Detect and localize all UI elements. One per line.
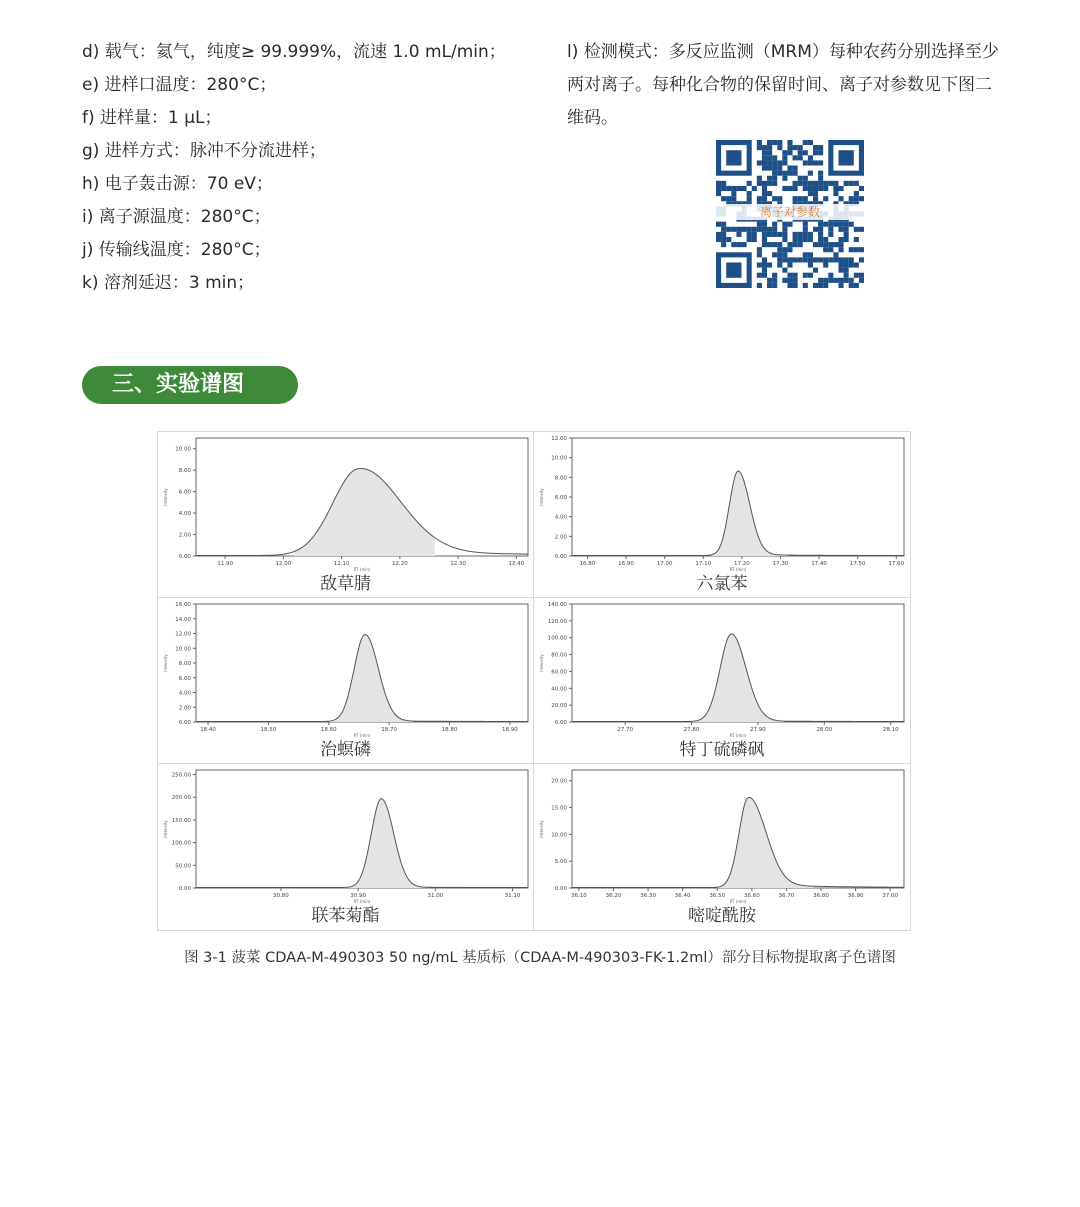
qr-code-label: 离子对参数 — [716, 204, 864, 220]
chart-panel-4 — [534, 598, 910, 764]
compound-name: 治螟磷 — [320, 740, 371, 760]
x-tick-label: 31.10 — [504, 893, 521, 899]
x-tick-label: 17.60 — [888, 561, 905, 567]
y-tick-label: 0.00 — [554, 720, 567, 726]
y-tick-label: 6.00 — [554, 495, 567, 501]
y-axis-label: Intensity — [539, 488, 544, 506]
y-tick-label: 80.00 — [551, 652, 567, 659]
x-tick-label: 11.90 — [217, 561, 233, 567]
y-tick-label: 150.00 — [171, 817, 191, 824]
x-tick-label: 12.40 — [508, 561, 525, 567]
chart-panel-1 — [158, 432, 534, 598]
compound-name: 六氯苯 — [696, 574, 748, 594]
x-tick-label: 12.00 — [275, 561, 292, 567]
x-tick-label: 27.80 — [683, 727, 700, 733]
x-tick-label: 16.90 — [618, 561, 634, 567]
x-tick-label: 36.10 — [571, 893, 587, 899]
chromatogram-chart-1 — [158, 432, 534, 572]
y-tick-label: 10.00 — [175, 646, 191, 653]
y-axis-label: Intensity — [539, 820, 544, 838]
param-transfer-line-temp: j) 传输线温度：280°C； — [82, 240, 271, 260]
x-tick-label: 18.80 — [441, 727, 458, 733]
y-axis-label: Intensity — [163, 488, 168, 506]
y-tick-label: 14.00 — [175, 616, 191, 623]
param-solvent-delay: k) 溶剂延迟：3 min； — [82, 273, 255, 293]
x-tick-label: 12.10 — [333, 561, 350, 567]
y-tick-label: 5.00 — [554, 859, 567, 866]
chart-panel-6 — [534, 764, 910, 930]
y-tick-label: 0.00 — [554, 554, 567, 560]
x-tick-label: 12.20 — [391, 561, 408, 567]
compound-name: 联苯菊酯 — [311, 906, 380, 926]
param-carrier-gas: d) 载气：氦气，纯度≥ 99.999%，流速 1.0 mL/min； — [82, 42, 506, 62]
x-tick-label: 18.70 — [381, 727, 398, 733]
y-tick-label: 10.00 — [551, 832, 567, 839]
y-tick-label: 100.00 — [547, 635, 567, 642]
x-tick-label: 18.50 — [260, 727, 277, 733]
y-tick-label: 60.00 — [551, 669, 567, 676]
y-tick-label: 0.00 — [178, 720, 191, 726]
y-tick-label: 120.00 — [547, 618, 567, 625]
x-tick-label: 17.30 — [772, 561, 789, 567]
figure-caption: 图 3-1 菠菜 CDAA-M-490303 50 ng/mL 基质标（CDAA-M-490303-FK-1.2ml）部分目标物提取离子色谱图 — [184, 950, 896, 966]
chromatogram-chart-6 — [534, 764, 910, 904]
param-detection-mode: l) 检测模式：多反应监测（MRM）每种农药分别选择至少两对离子。每种化合物的保留时间、离子对参数见下图二维码。 — [567, 42, 999, 128]
y-tick-label: 4.00 — [178, 511, 191, 518]
y-tick-label: 6.00 — [178, 675, 191, 682]
y-axis-label: Intensity — [163, 654, 168, 672]
y-tick-label: 0.00 — [554, 886, 567, 892]
plot-frame — [196, 770, 528, 888]
x-axis-label: RT (min) — [729, 899, 747, 904]
y-tick-label: 8.00 — [178, 468, 191, 475]
y-axis-label: Intensity — [163, 820, 168, 838]
x-tick-label: 17.40 — [811, 561, 827, 567]
param-injection-mode: g) 进样方式：脉冲不分流进样； — [82, 141, 326, 161]
x-tick-label: 28.00 — [816, 727, 833, 733]
x-tick-label: 27.90 — [750, 727, 766, 733]
x-tick-label: 37.00 — [882, 893, 899, 899]
y-tick-label: 2.00 — [178, 532, 191, 539]
y-tick-label: 0.00 — [178, 886, 191, 892]
chromatogram-chart-4 — [534, 598, 910, 738]
x-tick-label: 12.30 — [450, 561, 466, 567]
x-tick-label: 36.40 — [674, 893, 691, 899]
y-tick-label: 2.00 — [178, 705, 191, 712]
chart-panel-3 — [158, 598, 534, 764]
x-tick-label: 17.10 — [695, 561, 712, 567]
x-tick-label: 36.50 — [709, 893, 726, 899]
x-tick-label: 36.20 — [605, 893, 622, 899]
qr-code[interactable] — [716, 140, 864, 288]
y-axis-label: Intensity — [539, 654, 544, 672]
x-axis-label: RT (min) — [729, 567, 747, 572]
y-tick-label: 40.00 — [551, 686, 567, 693]
x-tick-label: 30.80 — [273, 893, 289, 899]
y-tick-label: 12.00 — [551, 436, 567, 442]
x-tick-label: 36.80 — [813, 893, 829, 899]
chromatogram-chart-5 — [158, 764, 534, 904]
x-tick-label: 36.30 — [640, 893, 656, 899]
chromatogram-chart-3 — [158, 598, 534, 738]
y-tick-label: 16.00 — [175, 602, 191, 608]
instrument-params-left — [82, 36, 532, 300]
x-tick-label: 17.50 — [849, 561, 866, 567]
x-axis-label: RT (min) — [729, 733, 747, 738]
y-tick-label: 4.00 — [554, 514, 567, 521]
param-injection-volume: f) 进样量：1 μL； — [82, 108, 222, 128]
y-tick-label: 6.00 — [178, 489, 191, 496]
section-title: 三、实验谱图 — [82, 366, 298, 404]
x-tick-label: 27.70 — [617, 727, 633, 733]
x-tick-label: 36.70 — [778, 893, 795, 899]
y-tick-label: 200.00 — [171, 795, 191, 802]
y-tick-label: 2.00 — [554, 534, 567, 541]
param-inlet-temp: e) 进样口温度：280°C； — [82, 75, 277, 95]
y-tick-label: 100.00 — [171, 840, 191, 847]
x-tick-label: 18.60 — [320, 727, 337, 733]
x-tick-label: 36.90 — [847, 893, 864, 899]
y-tick-label: 20.00 — [551, 703, 567, 710]
x-tick-label: 28.10 — [882, 727, 899, 733]
y-tick-label: 20.00 — [551, 778, 567, 785]
chart-panel-2 — [534, 432, 910, 598]
y-tick-label: 12.00 — [175, 631, 191, 638]
y-tick-label: 10.00 — [175, 446, 191, 453]
x-tick-label: 18.90 — [502, 727, 518, 733]
chromatogram-chart-2 — [534, 432, 910, 572]
y-tick-label: 15.00 — [551, 805, 567, 812]
y-tick-label: 0.00 — [178, 554, 191, 560]
x-tick-label: 16.80 — [579, 561, 596, 567]
y-tick-label: 8.00 — [554, 475, 567, 482]
y-tick-label: 140.00 — [547, 602, 567, 608]
x-axis-label: RT (min) — [353, 733, 371, 738]
x-tick-label: 17.00 — [656, 561, 673, 567]
y-tick-label: 8.00 — [178, 661, 191, 667]
y-tick-label: 10.00 — [551, 455, 567, 462]
y-tick-label: 50.00 — [175, 863, 191, 870]
x-tick-label: 36.60 — [743, 893, 760, 899]
y-tick-label: 4.00 — [178, 690, 191, 697]
y-tick-label: 250.00 — [171, 772, 191, 779]
chromatogram-figure — [157, 431, 911, 931]
param-ei-source: h) 电子轰击源：70 eV； — [82, 174, 273, 194]
param-source-temp: i) 离子源温度：280°C； — [82, 207, 271, 227]
x-tick-label: 30.90 — [350, 893, 367, 899]
compound-name: 特丁硫磷砜 — [679, 740, 765, 760]
x-axis-label: RT (min) — [353, 899, 371, 904]
x-axis-label: RT (min) — [353, 567, 371, 572]
chart-panel-5 — [158, 764, 534, 930]
x-tick-label: 31.00 — [427, 893, 444, 899]
x-tick-label: 18.40 — [200, 727, 216, 733]
compound-name: 敌草腈 — [320, 574, 371, 594]
x-tick-label: 17.20 — [733, 561, 750, 567]
compound-name: 嘧啶酰胺 — [688, 906, 756, 926]
